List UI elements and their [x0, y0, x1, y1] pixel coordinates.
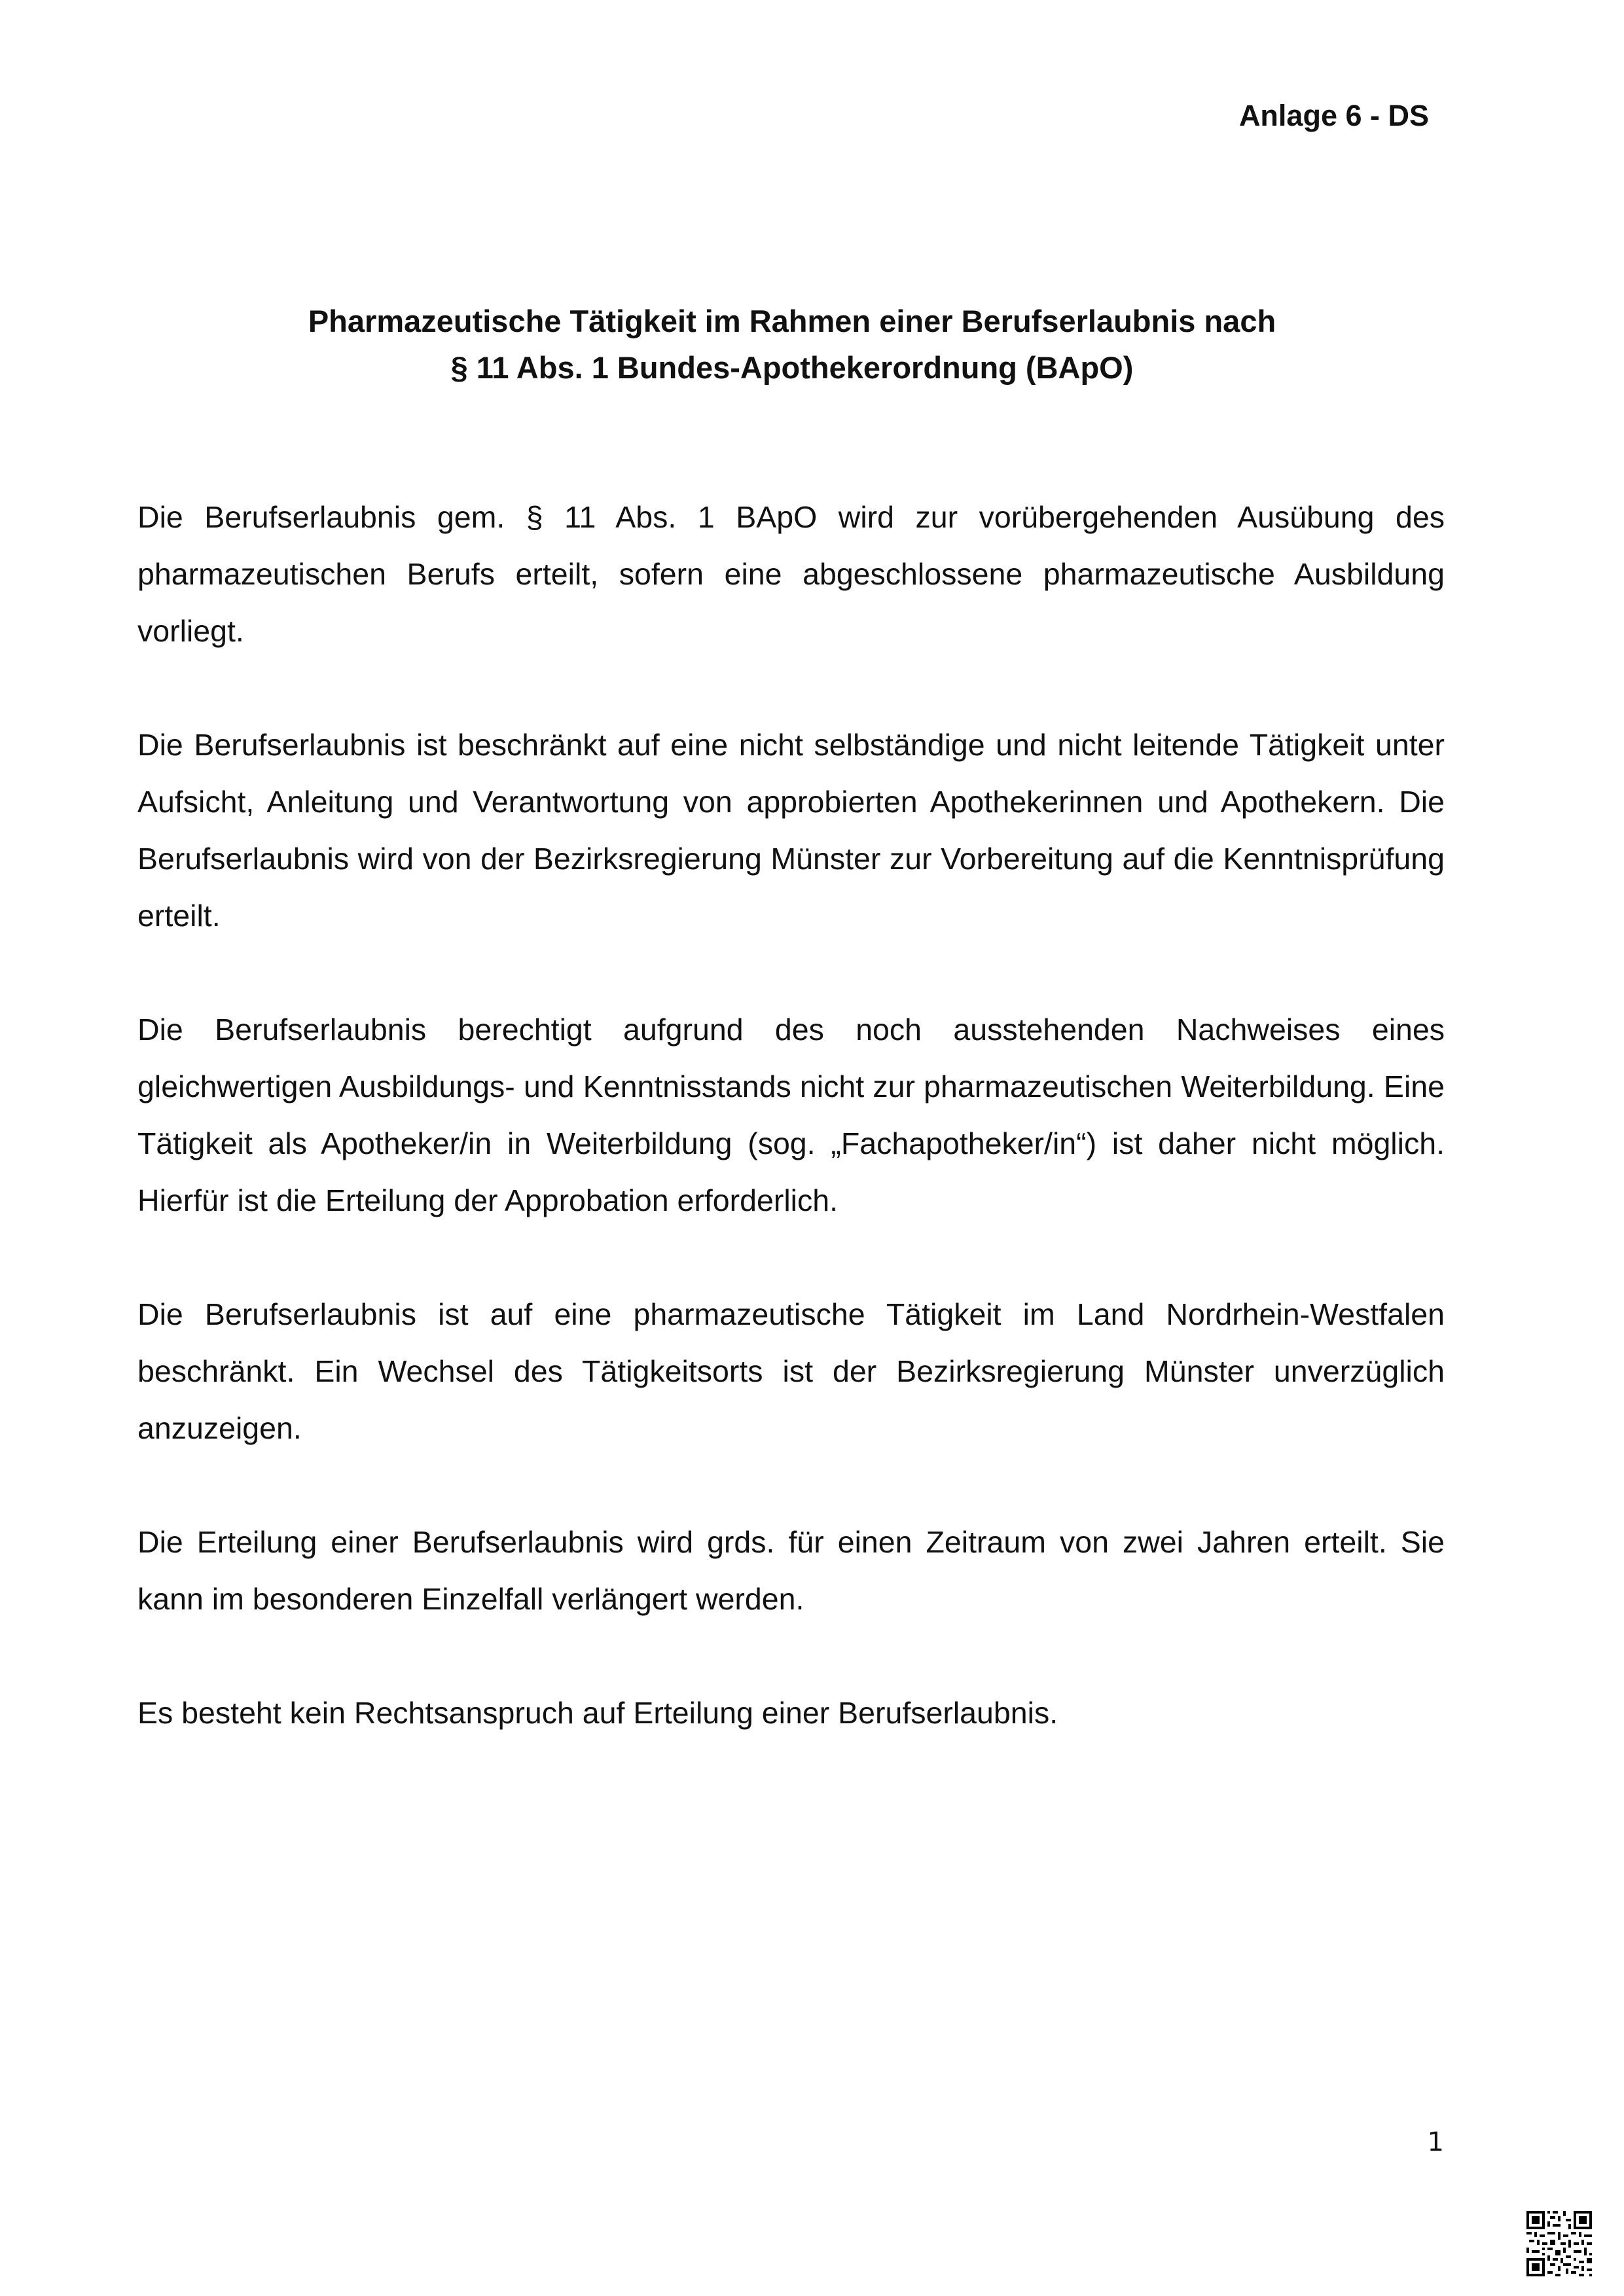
- paragraph-1: Die Berufserlaubnis gem. § 11 Abs. 1 BApO wird zur vorübergehenden Ausübung des pharmazeutischen Berufs erteilt, sofern eine abgeschlossene pharmazeutische Ausbildung vorliegt.: [137, 500, 1445, 648]
- page-number: 1: [1427, 2127, 1444, 2157]
- title-line-2: § 11 Abs. 1 Bundes-Apothekerordnung (BApO): [450, 350, 1134, 385]
- document-title: [137, 298, 1447, 391]
- paragraph-6: Es besteht kein Rechtsanspruch auf Erteilung einer Berufserlaubnis.: [137, 1696, 1058, 1730]
- paragraph-3: Die Berufserlaubnis berechtigt aufgrund des noch ausstehenden Nachweises eines gleichwertigen Ausbildungs- und Kenntnisstands nicht zur pharmazeutischen Weiterbildung. Eine Tätigkeit als Apotheker/in in Weiterbildung (sog. „Fachapotheker/in“) ist daher nicht möglich. Hierfür ist die Erteilung der Approbation erforderlich.: [137, 1013, 1445, 1217]
- paragraph-2: Die Berufserlaubnis ist beschränkt auf eine nicht selbständige und nicht leitende Tätigkeit unter Aufsicht, Anleitung und Verantwortung von approbierten Apothekerinnen und Apothekern. Die Berufserlaubnis wird von der Bezirksregierung Münster zur Vorbereitung auf die Kenntnisprüfung erteilt.: [137, 728, 1445, 933]
- paragraph-4: Die Berufserlaubnis ist auf eine pharmazeutische Tätigkeit im Land Nordrhein-Westfalen beschränkt. Ein Wechsel des Tätigkeitsorts ist der Bezirksregierung Münster unverzüglich anzuzeigen.: [137, 1297, 1445, 1445]
- paragraph-5: Die Erteilung einer Berufserlaubnis wird grds. für einen Zeitraum von zwei Jahren erteilt. Sie kann im besonderen Einzelfall verlängert werden.: [137, 1525, 1445, 1616]
- document-body: [137, 489, 1445, 1799]
- annex-label: Anlage 6 - DS: [1238, 99, 1429, 132]
- title-line-1: Pharmazeutische Tätigkeit im Rahmen einer Berufserlaubnis nach: [308, 304, 1276, 338]
- qr-code-icon: [1526, 2211, 1592, 2276]
